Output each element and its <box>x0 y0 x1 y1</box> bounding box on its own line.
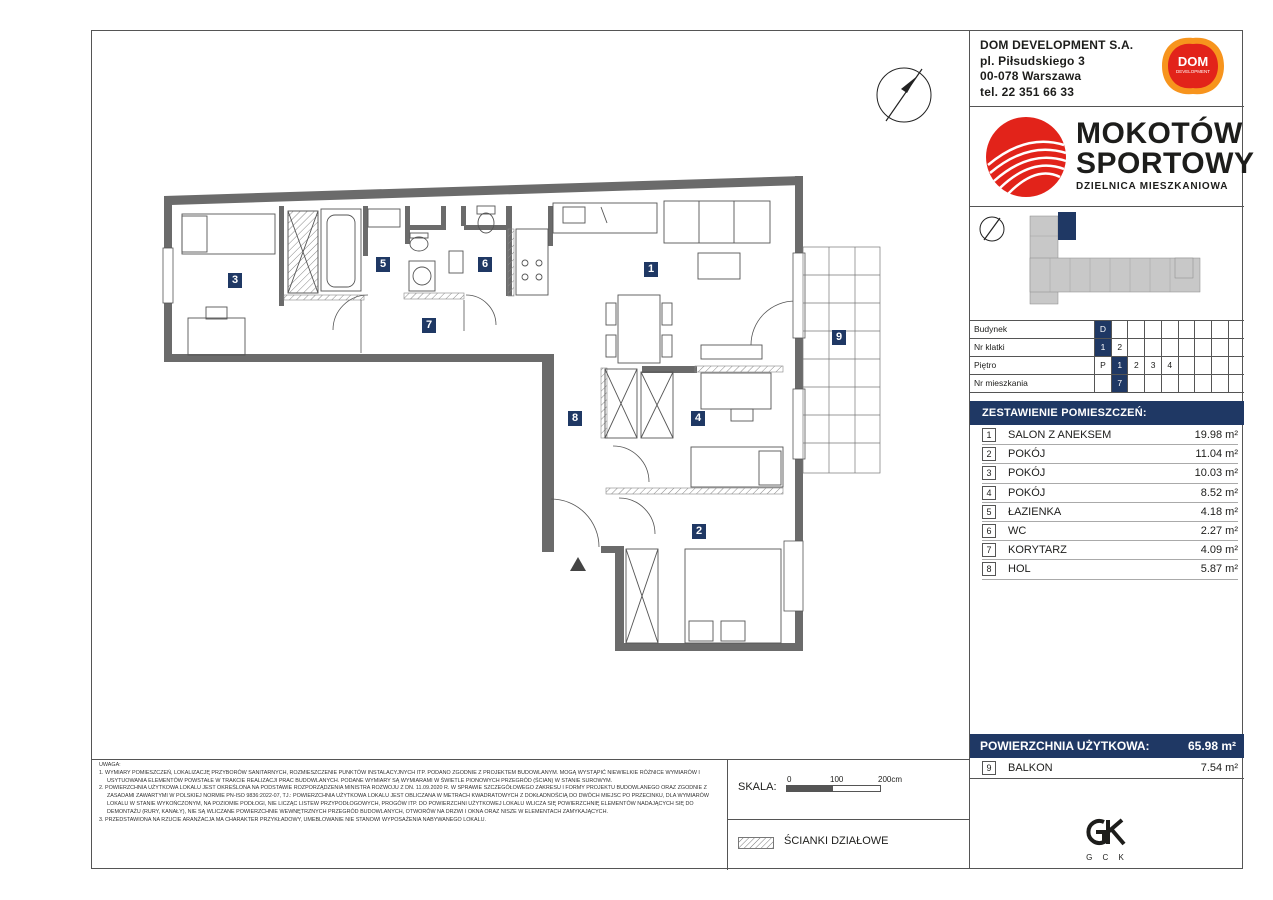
unit-info-cell <box>1178 357 1195 374</box>
room-name: SALON Z ANEKSEM <box>1008 429 1112 441</box>
unit-info-cell: 4 <box>1161 357 1178 374</box>
outer-walls <box>164 176 803 651</box>
footer-notes <box>91 759 969 870</box>
plan-label-room-5: 5 <box>376 257 390 272</box>
windows <box>163 248 805 611</box>
room-number: 7 <box>982 543 996 557</box>
room-name: HOL <box>1008 563 1031 576</box>
unit-info-cell <box>1178 375 1195 392</box>
scale-bar <box>786 785 882 793</box>
unit-info-cell <box>1094 375 1111 392</box>
unit-info-cell <box>1127 321 1144 338</box>
unit-info-label: Nr mieszkania <box>974 378 1028 388</box>
unit-info-cell: 3 <box>1144 357 1161 374</box>
unit-info-grid <box>970 320 1244 393</box>
unit-info-cell <box>1211 339 1228 356</box>
project-name-line1: MOKOTÓW <box>1076 117 1243 150</box>
project-brand <box>970 107 1255 205</box>
room-area: 4.18 m² <box>1200 505 1238 518</box>
dom-development-logo <box>1160 36 1226 96</box>
room-area: 8.52 m² <box>1200 486 1238 499</box>
project-logo-icon <box>984 115 1068 199</box>
usable-area-value: 65.98 m² <box>1187 739 1236 753</box>
unit-info-cell <box>1161 375 1178 392</box>
plan-label-room-9: 9 <box>832 330 846 345</box>
room-area: 19.98 m² <box>1194 429 1238 441</box>
room-number: 4 <box>982 486 996 500</box>
balcony-area: 7.54 m² <box>1200 762 1238 774</box>
company-contact <box>980 38 1133 100</box>
plan-label-room-7: 7 <box>422 318 436 333</box>
unit-info-cell <box>1178 339 1195 356</box>
unit-info-cell <box>1211 321 1228 338</box>
room-area: 11.04 m² <box>1195 448 1238 461</box>
unit-info-cell <box>1194 375 1211 392</box>
room-number: 6 <box>982 524 996 538</box>
usable-area <box>970 734 1244 758</box>
room-row <box>982 426 1238 445</box>
entrance-arrow-icon <box>570 557 586 571</box>
unit-info-row <box>970 356 1244 374</box>
unit-info-cell <box>1127 339 1144 356</box>
building-location-map <box>970 206 1244 310</box>
plan-label-room-8: 8 <box>568 411 582 426</box>
room-row <box>982 445 1238 464</box>
scale-label: SKALA: <box>738 781 777 793</box>
rooms-table-title: ZESTAWIENIE POMIESZCZEŃ: <box>970 401 1244 425</box>
room-name: POKÓJ <box>1008 486 1046 499</box>
scale-legend <box>727 760 970 870</box>
unit-info-cell <box>1178 321 1195 338</box>
unit-info-cell <box>1127 375 1144 392</box>
mini-north-arrow-icon <box>980 217 1004 241</box>
unit-info-cell <box>1111 321 1128 338</box>
dom-logo-word: DOM <box>1177 54 1209 69</box>
unit-info-cell: 1 <box>1111 357 1128 374</box>
unit-info-label: Budynek <box>974 324 1008 334</box>
notes <box>99 762 717 824</box>
plan-label-room-2: 2 <box>692 524 706 539</box>
room-number: 1 <box>982 428 996 442</box>
company-address-2: 00-078 Warszawa <box>980 69 1082 83</box>
unit-info-cell <box>1228 321 1245 338</box>
unit-info-cell: D <box>1094 321 1111 338</box>
company-name: DOM DEVELOPMENT S.A. <box>980 38 1134 52</box>
room-area: 2.27 m² <box>1200 524 1238 537</box>
room-number: 5 <box>982 505 996 519</box>
unit-info-cell <box>1144 375 1161 392</box>
note-1: 1. WYMIARY POMIESZCZEŃ, LOKALIZACJĘ PRZYBORÓW SANITARNYCH, ROZMIESZCZENIE PUNKTÓW INSTALACYJNYCH ITP. PODANO ZGODNIE Z PROJEKTEM BUDOWLANYM. MOGĄ WYSTĄPIĆ NIEWIELKIE RÓŻNICE WYMIARÓW I USYTUOWANIA ELEMENTÓW POWSTAŁE W TRAKCIE REALIZACJI PRAC BUDOWLANYCH. PODANE WYMIARY SĄ WYMIARAMI W ŚWIETLE PIONOWYCH PRZEGRÓD (ŚCIAN) W STANIE SUROWYM. <box>99 769 700 784</box>
notes-heading: UWAGA: <box>99 762 121 768</box>
scale-tick-100: 100 <box>830 775 844 784</box>
note-2: 2. POWIERZCHNIA UŻYTKOWA LOKALU JEST OKREŚLONA NA PODSTAWIE ROZPORZĄDZENIA MINISTRA ROZWOJU Z DN. 11.09.2020 R. W SPRAWIE SZCZEGÓŁOWEGO ZAKRESU I FORMY PROJEKTU BUDOWLANEGO ORAZ ZGODNIE Z ZASADAMI ZAWARTYMI W POLSKIEJ NORMIE PN-ISO 9836:2022-07, TJ.: POWIERZCHNIA UŻYTKOWA LOKALU JEST OBLICZANA W METRACH KWADRATOWYCH Z DOKŁADNOŚCIĄ DO DWÓCH MIEJSC PO PRZECINKU, DLA WYMIARÓW LOKALU W STANIE WYKOŃCZONYM, NA POZIOMIE PODŁOGI, NIE LICZĄC LISTEW PRZYPODŁOGOWYCH, PROGÓW ITP. DO POWIERZCHNI UŻYTKOWEJ LOKALU WLICZA SIĘ POWIERZCHNIĘ ELEMENTÓW NADAJĄCYCH SIĘ DO DEMONTAŻU (RURY, KANAŁY), NIE SĄ WLICZANE POWIERZCHNIE WEWNĘTRZNYCH PRZEGRÓD BUDOWLANYCH, OTWORÓW NA DRZWI I OKNA ORAZ NISZE W ELEMENTACH ZAMYKAJĄCYCH. <box>99 785 709 815</box>
gck-logo-icon <box>1082 818 1132 846</box>
room-number: 8 <box>982 562 996 576</box>
plan-label-room-1: 1 <box>644 262 658 277</box>
room-area: 4.09 m² <box>1200 544 1238 557</box>
unit-info-cell: 7 <box>1111 375 1128 392</box>
room-row <box>982 484 1238 503</box>
balcony <box>803 247 880 473</box>
unit-info-cell: 2 <box>1127 357 1144 374</box>
unit-info-cell <box>1144 321 1161 338</box>
room-number: 2 <box>982 447 996 461</box>
doors <box>333 295 795 547</box>
unit-info-cell <box>1228 339 1245 356</box>
room-number: 3 <box>982 466 996 480</box>
unit-info-label: Nr klatki <box>974 342 1005 352</box>
unit-info-cell <box>1211 357 1228 374</box>
partition-legend-swatch <box>738 837 774 849</box>
plan-label-room-3: 3 <box>228 273 242 288</box>
unit-info-cell <box>1144 339 1161 356</box>
north-arrow-icon <box>877 68 931 122</box>
room-name: WC <box>1008 524 1027 537</box>
unit-info-cell <box>1194 357 1211 374</box>
unit-info-cell: 1 <box>1094 339 1111 356</box>
unit-info-cell: 2 <box>1111 339 1128 356</box>
scale-tick-200: 200cm <box>878 775 903 784</box>
unit-info-row <box>970 374 1244 393</box>
room-area: 10.03 m² <box>1194 467 1238 480</box>
balcony-row <box>982 759 1238 777</box>
unit-info-row <box>970 320 1244 338</box>
unit-info-cell: P <box>1094 357 1111 374</box>
info-panel <box>969 30 1255 869</box>
room-row <box>982 464 1238 483</box>
scale-tick-0: 0 <box>787 775 792 784</box>
unit-info-cell <box>1211 375 1228 392</box>
balcony-name: BALKON <box>1008 762 1053 774</box>
room-name: KORYTARZ <box>1008 544 1067 557</box>
unit-info-cell <box>1161 321 1178 338</box>
room-name: ŁAZIENKA <box>1008 505 1062 518</box>
unit-info-row <box>970 338 1244 356</box>
company-phone: tel. 22 351 66 33 <box>980 84 1075 99</box>
room-row <box>982 522 1238 541</box>
unit-info-cell <box>1194 321 1211 338</box>
company-address-1: pl. Piłsudskiego 3 <box>980 53 1085 68</box>
unit-info-cell <box>1194 339 1211 356</box>
room-name: POKÓJ <box>1008 467 1046 480</box>
unit-info-label: Piętro <box>974 360 997 370</box>
project-name-line2: SPORTOWY <box>1076 147 1255 180</box>
usable-area-label: POWIERZCHNIA UŻYTKOWA: <box>980 739 1150 753</box>
plan-label-room-6: 6 <box>478 257 492 272</box>
room-area: 5.87 m² <box>1200 563 1238 576</box>
rooms-table <box>982 426 1238 580</box>
room-row <box>982 560 1238 579</box>
interior-walls <box>279 206 697 373</box>
floor-plan <box>92 31 970 760</box>
unit-info-cell <box>1228 357 1245 374</box>
room-row <box>982 541 1238 560</box>
unit-info-cell <box>1228 375 1245 392</box>
gck-logo <box>1082 818 1132 862</box>
room-name: POKÓJ <box>1008 448 1046 461</box>
dom-logo-sub: DEVELOPMENT <box>1175 69 1210 74</box>
plan-label-room-4: 4 <box>691 411 705 426</box>
gck-logo-letters: G C K <box>1086 853 1128 862</box>
unit-info-cell <box>1161 339 1178 356</box>
project-subtitle: DZIELNICA MIESZKANIOWA <box>1076 181 1229 192</box>
partition-legend-label: ŚCIANKI DZIAŁOWE <box>784 835 889 847</box>
note-3: 3. PRZEDSTAWIONA NA RZUCIE ARANŻACJA MA CHARAKTER PRZYKŁADOWY, UMEBLOWANIE NIE STANOWI WYPOSAŻENIA NABYWANEGO LOKALU. <box>99 816 486 823</box>
balcony-number: 9 <box>982 761 996 775</box>
room-row <box>982 503 1238 522</box>
